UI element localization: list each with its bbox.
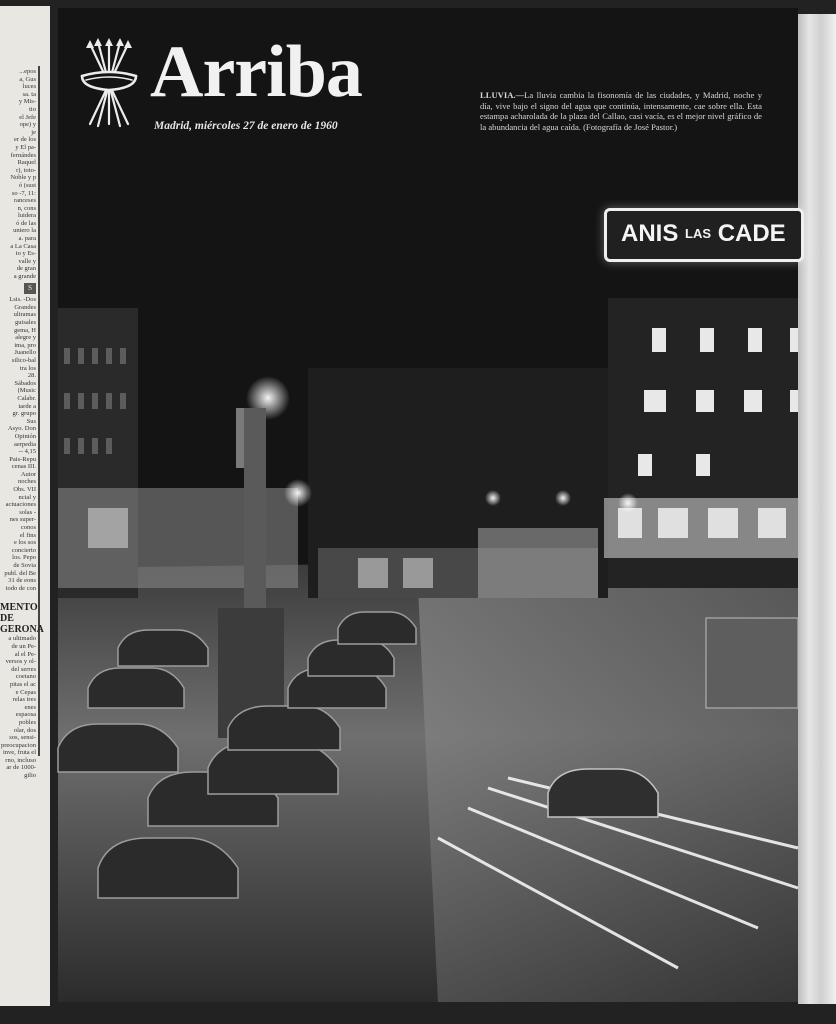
photo-caption <box>480 90 762 132</box>
previous-page-fragment: los. Pepo <box>12 554 36 562</box>
previous-page-fragment: Lsis. -Dos <box>9 296 36 304</box>
previous-page-heading: MENTO DE GERONA <box>0 602 44 636</box>
previous-page-fragment: espaosa <box>15 711 36 719</box>
previous-page-fragment: de Sovia <box>13 562 36 569</box>
masthead-title: Arriba <box>150 31 362 113</box>
previous-page-fragment: Autor <box>20 470 36 478</box>
previous-page-fragment: Raquel <box>17 159 36 167</box>
previous-page-fragment: a ultimado <box>8 635 36 643</box>
previous-page-fragment: valle y <box>18 257 36 265</box>
previous-page-fragment: pitas el ac <box>10 680 36 688</box>
previous-page-fragment: 31 de eons <box>8 577 36 585</box>
previous-page-fragment: sos, sensi- <box>9 734 36 742</box>
previous-page-fragment: e Cepas <box>15 688 36 696</box>
previous-page-fragment: conos <box>20 524 36 532</box>
previous-page-fragment: Juanello <box>14 349 36 357</box>
previous-page-text-column <box>0 68 44 998</box>
previous-page-fragment: r), toto- <box>16 166 36 174</box>
previous-page-badge: S <box>24 283 36 295</box>
previous-page-fragment: -- 4,15 <box>18 448 36 456</box>
previous-page-fragment: del serres <box>11 665 36 673</box>
previous-page-fragment: relas tres <box>12 696 36 704</box>
newspaper-page <box>58 8 798 1002</box>
previous-page-fragment: ...epos <box>19 68 36 75</box>
previous-page-fragment: al el Pe- <box>14 650 36 658</box>
previous-page-fragment: ar de 1000- <box>6 764 36 772</box>
previous-page-fragment: gr. grupo <box>12 410 36 418</box>
previous-page-fragment: ncial y <box>18 493 36 501</box>
previous-page-fragment: tio <box>29 105 36 113</box>
previous-page-fragment: silico-bal <box>11 356 36 364</box>
previous-page-fragment: aerpedia <box>13 440 36 448</box>
previous-page-fragment: ó (sust <box>18 181 36 189</box>
neon-sign-main: ANIS <box>621 220 679 247</box>
previous-page-fragment: ranceses <box>13 197 36 205</box>
previous-page-fragment: Calabr. <box>17 394 36 402</box>
previous-page-fragment: actuaciones <box>5 501 36 509</box>
previous-page-fragment: el Jefe <box>19 113 36 121</box>
previous-page-fragment: Sábados <box>14 379 36 387</box>
previous-page-fragment: tra los <box>19 364 36 372</box>
neon-sign <box>604 208 804 262</box>
previous-page-edge <box>0 6 50 1006</box>
previous-page-fragment: y Mis- <box>18 98 36 106</box>
previous-page-fragment: noches <box>17 478 36 486</box>
previous-page-fragment: er de los <box>13 136 36 144</box>
previous-page-fragment: inve, fruta el <box>2 749 36 757</box>
previous-page-fragment: Pais-Repu <box>9 455 36 463</box>
previous-page-fragment: so -7, 11: <box>11 189 36 197</box>
previous-page-fragment: gema, H <box>13 326 36 334</box>
previous-page-fragment: gilio <box>24 772 36 780</box>
previous-page-fragment: rno, incluso <box>5 756 36 764</box>
previous-page-fragment: ope) y <box>19 121 36 129</box>
previous-page-fragment: versos y ol- <box>5 658 36 666</box>
previous-page-fragment: a, Gus <box>19 75 36 83</box>
previous-page-fragment: a. para <box>18 235 36 243</box>
previous-page-fragment: nes super- <box>9 516 36 524</box>
previous-page-fragment: je <box>31 128 36 136</box>
previous-page-fragment: de un Pe- <box>11 642 36 650</box>
previous-page-fragment: Opinión <box>14 432 36 440</box>
previous-page-fragment: concierto <box>11 546 36 554</box>
previous-page-fragment: luces <box>22 83 36 91</box>
previous-page-fragment: alegre y <box>15 334 36 342</box>
yoke-and-arrows-emblem-icon <box>78 38 140 128</box>
previous-page-fragment: a grande <box>13 273 36 281</box>
previous-page-fragment: Sus <box>26 417 36 425</box>
page-stack-edge <box>798 14 836 1004</box>
previous-page-fragment: Grandes <box>14 303 36 311</box>
previous-page-fragment: e los sos <box>13 539 36 547</box>
previous-page-fragment: uniero la <box>13 227 36 235</box>
previous-page-fragment: to y Es- <box>15 250 36 258</box>
previous-page-fragment: todo de con <box>5 584 36 592</box>
previous-page-fragment: n, cons <box>17 204 36 212</box>
previous-page-fragment: Asyo. Don <box>7 425 36 433</box>
previous-page-fragment: el fins <box>19 531 36 539</box>
previous-page-fragment: ó de las <box>16 219 36 227</box>
previous-page-fragment: 28. <box>27 372 36 380</box>
previous-page-fragment: sa. ta <box>22 90 36 98</box>
previous-page-fragment: de gran <box>16 265 36 273</box>
previous-page-fragment: enes <box>24 703 36 711</box>
previous-page-fragment: olar, dos <box>13 726 36 734</box>
neon-sign-small: LAS <box>685 226 712 241</box>
previous-page-fragment: Noble y p <box>10 174 36 182</box>
previous-page-fragment: solas - <box>19 508 36 516</box>
previous-page-fragment: a La Casa <box>10 242 36 250</box>
previous-page-fragment: (Music <box>17 387 36 395</box>
previous-page-fragment: fernándes <box>10 151 36 159</box>
neon-sign-tail: CADE <box>717 220 786 247</box>
previous-page-fragment: Obs. VII <box>13 486 36 494</box>
previous-page-fragment: cenas III. <box>11 463 36 471</box>
previous-page-fragment: ima, pro <box>14 341 36 349</box>
previous-page-fragment: pobles <box>19 718 36 726</box>
rainy-plaza-photograph <box>58 168 798 1002</box>
previous-page-fragment: publ. del Be <box>4 569 36 577</box>
caption-lead: LLUVIA.— <box>480 90 525 100</box>
previous-page-fragment: preocupacion <box>0 741 36 749</box>
previous-page-fragment: ultramas <box>13 311 36 319</box>
caption-text: La lluvia cambia la fisonomía de las ciudades, y Madrid, noche y día, vive bajo el signo del agua que continúa, intensamente, cae sobre ella. Esta estampa acharolada de la plaza del Callao, casi vacía, es el mejor nivel gráfico de la abundancia del agua caída. (Fotografía de José Pastor.) <box>480 90 762 132</box>
previous-page-fragment: luidera <box>17 212 36 220</box>
previous-page-fragment: tarde a <box>18 402 36 410</box>
previous-page-fragment: coetano <box>15 673 36 681</box>
previous-page-fragment: y El pa- <box>15 143 36 151</box>
previous-page-fragment: guisales <box>15 319 36 326</box>
masthead-date: Madrid, miércoles 27 de enero de 1960 <box>154 120 338 132</box>
